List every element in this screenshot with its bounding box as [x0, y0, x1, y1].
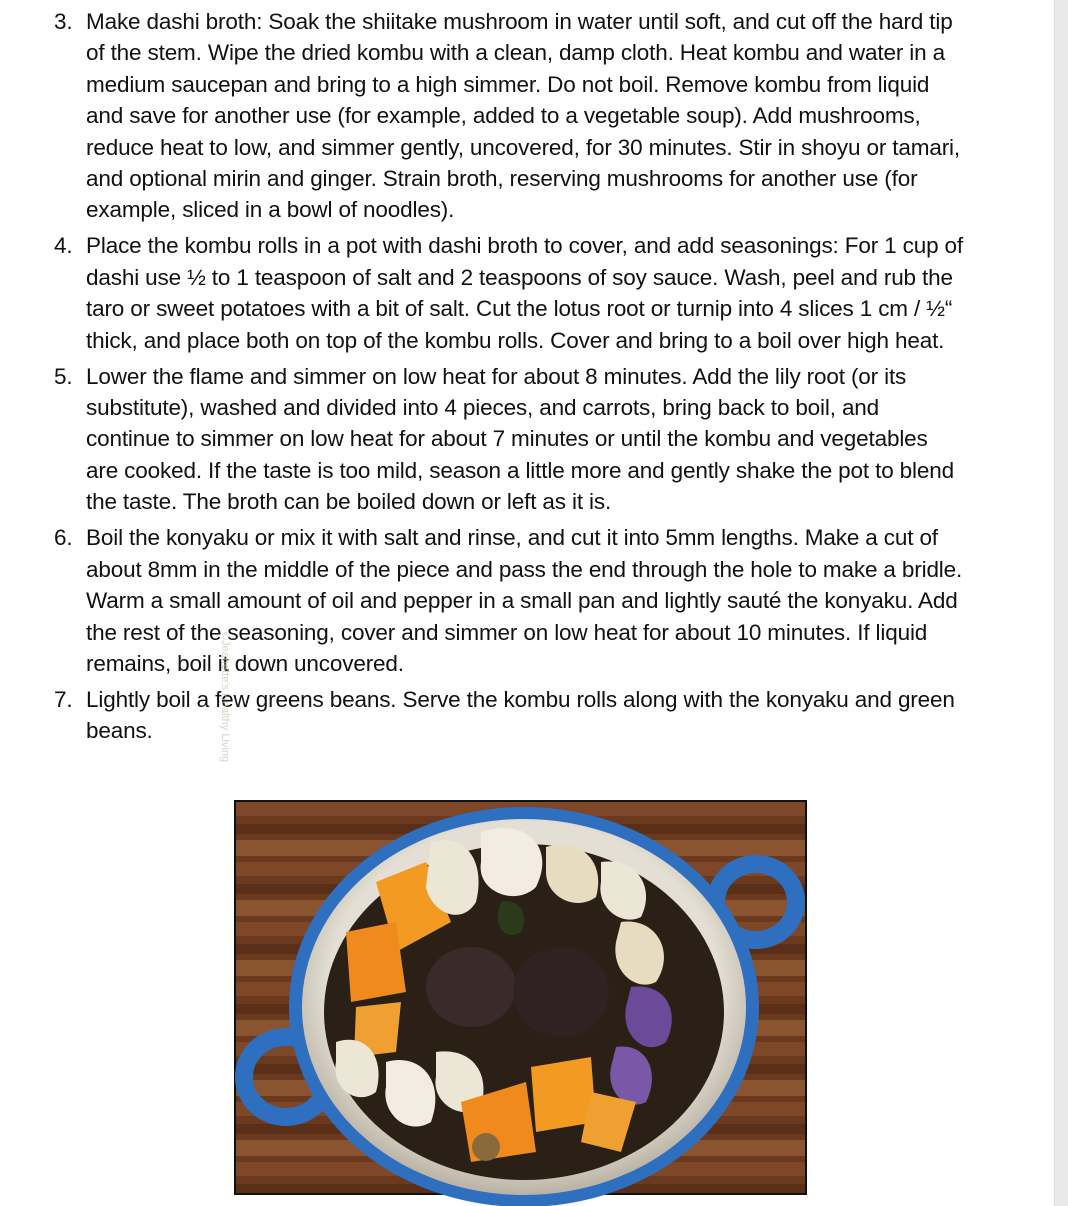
step-number: 5. — [54, 363, 73, 389]
watermark: ©Jeanette's Healthy Living — [219, 632, 231, 763]
step-text: Lower the flame and simmer on low heat for about 8 minutes. Add the lily root (or its substitute), washed and divided into 4 pieces, and carrots, bring back to boil, and continue to simmer on low heat for about 7 minutes or until the kombu and vegetables are cooked. If the taste is too mild, season a little more and gently shake the pot to blend the taste. The broth can be boiled down or left as it is. — [86, 363, 954, 515]
step-text: Place the kombu rolls in a pot with dashi broth to cover, and add seasonings: For 1 cup of dashi use ½ to 1 teaspoon of salt and 2 teaspoons of soy sauce. Wash, peel and rub the taro or sweet potatoes with a bit of salt. Cut the lotus root or turnip into 4 slices 1 cm / ½“ thick, and place both on top of the kombu rolls. Cover and bring to a boil over high heat. — [86, 233, 964, 353]
step-text: Make dashi broth: Soak the shiitake mushroom in water until soft, and cut off the hard tip of the stem. Wipe the dried kombu with a clean, damp cloth. Heat kombu and water in a medium saucepan and bring to a high simmer. Do not boil. Remove kombu from liquid and save for another use (for example, added to a vegetable soup). Add mushrooms, reduce heat to low, and simmer gently, uncovered, for 30 minutes. Stir in shoyu or tamari, and optional mirin and ginger. Strain broth, reserving mushrooms for another use (for example, sliced in a bowl of noodles). — [86, 9, 961, 223]
step-item — [54, 684, 964, 747]
recipe-steps-list — [54, 6, 964, 751]
step-number: 7. — [54, 686, 73, 712]
step-item — [54, 6, 964, 226]
step-item — [54, 230, 964, 356]
step-number: 6. — [54, 525, 73, 551]
step-number: 3. — [54, 9, 73, 34]
shiitake-mushroom — [426, 947, 516, 1027]
shiitake-mushroom — [513, 947, 609, 1037]
scrollbar-gutter[interactable] — [1054, 0, 1068, 1206]
step-item — [54, 361, 964, 518]
step-item — [54, 522, 964, 679]
step-text: Lightly boil a few greens beans. Serve the kombu rolls along with the konyaku and green beans. — [86, 686, 955, 744]
step-text: Boil the konyaku or mix it with salt and rinse, and cut it into 5mm lengths. Make a cut of about 8mm in the middle of the piece and pass the end through the hole to make a bridle. Warm a small amount of oil and pepper in a small pan and lightly sauté the konyaku. Add the rest of the seasoning, cover and simmer on low heat for about 10 minutes. If liquid remains, boil it down uncovered. — [86, 525, 963, 676]
step-number: 4. — [54, 233, 73, 259]
